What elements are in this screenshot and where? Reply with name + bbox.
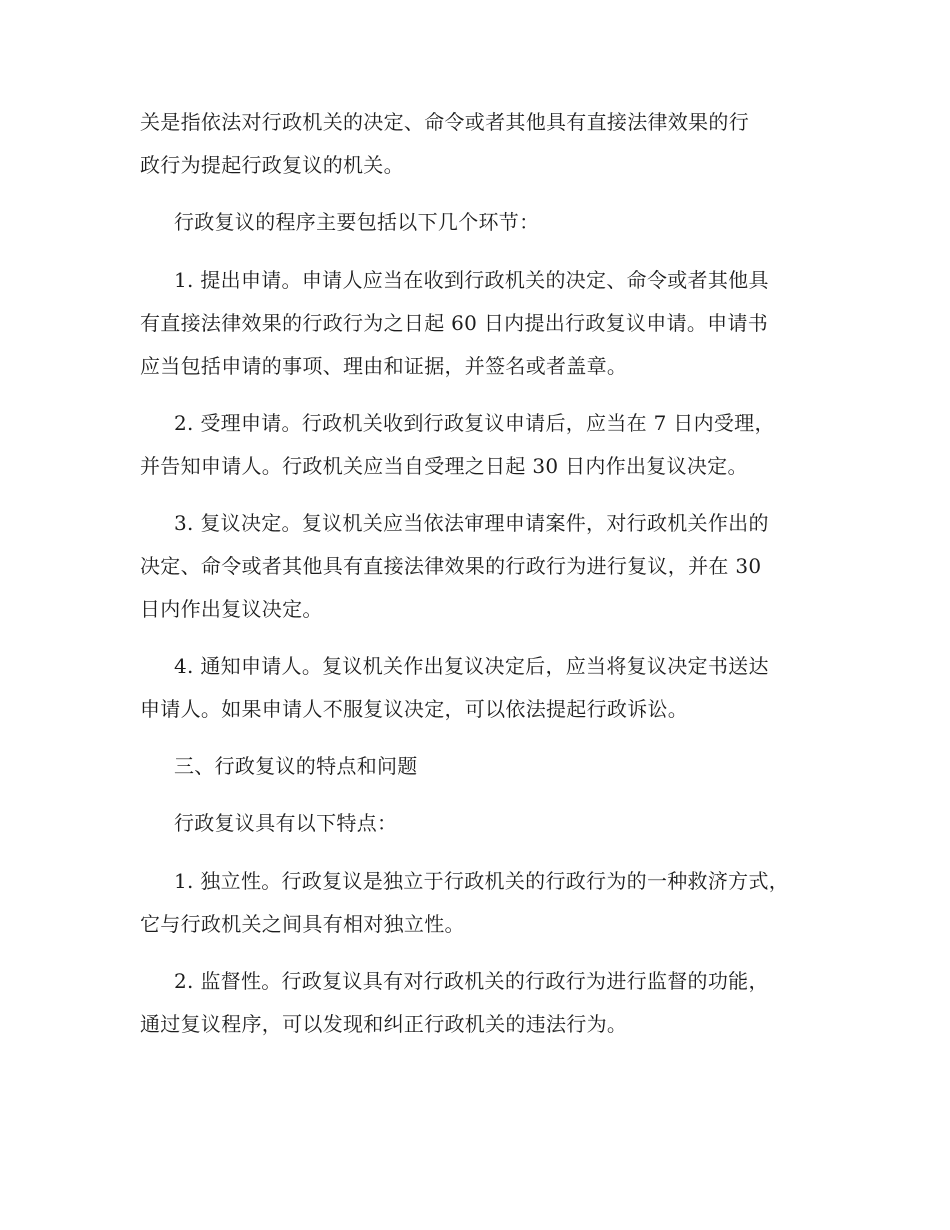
list-item-line: 1. 独立性。行政复议是独立于行政机关的行政行为的一种救济方式， (174, 869, 790, 893)
list-item-line: 它与行政机关之间具有相对独立性。 (140, 912, 465, 936)
list-item-line: 2. 受理申请。行政机关收到行政复议申请后，应当在 7 日内受理， (174, 411, 775, 435)
list-item-line: 4. 通知申请人。复议机关作出复议决定后，应当将复议决定书送达 (174, 654, 769, 678)
list-item-line: 日内作出复议决定。 (140, 597, 323, 621)
paragraph-line: 行政复议的程序主要包括以下几个环节： (174, 210, 540, 234)
list-item-line: 并告知申请人。行政机关应当自受理之日起 30 日内作出复议决定。 (140, 454, 748, 478)
list-item-line: 申请人。如果申请人不服复议决定，可以依法提起行政诉讼。 (140, 697, 689, 721)
paragraph-line: 关是指依法对行政机关的决定、命令或者其他具有直接法律效果的行 (140, 110, 749, 134)
list-item-line: 3. 复议决定。复议机关应当依法审理申请案件，对行政机关作出的 (174, 511, 769, 535)
list-item-line: 有直接法律效果的行政行为之日起 60 日内提出行政复议申请。申请书 (140, 311, 769, 335)
list-item-line: 1. 提出申请。申请人应当在收到行政机关的决定、命令或者其他具 (174, 268, 769, 292)
paragraph-line: 行政复议具有以下特点： (174, 811, 398, 835)
paragraph-line: 政行为提起行政复议的机关。 (140, 153, 404, 177)
list-item-line: 2. 监督性。行政复议具有对行政机关的行政行为进行监督的功能， (174, 969, 769, 993)
list-item-line: 应当包括申请的事项、理由和证据，并签名或者盖章。 (140, 354, 628, 378)
section-heading: 三、行政复议的特点和问题 (174, 754, 418, 778)
list-item-line: 决定、命令或者其他具有直接法律效果的行政行为进行复议，并在 30 (140, 554, 762, 578)
list-item-line: 通过复议程序，可以发现和纠正行政机关的违法行为。 (140, 1012, 628, 1036)
